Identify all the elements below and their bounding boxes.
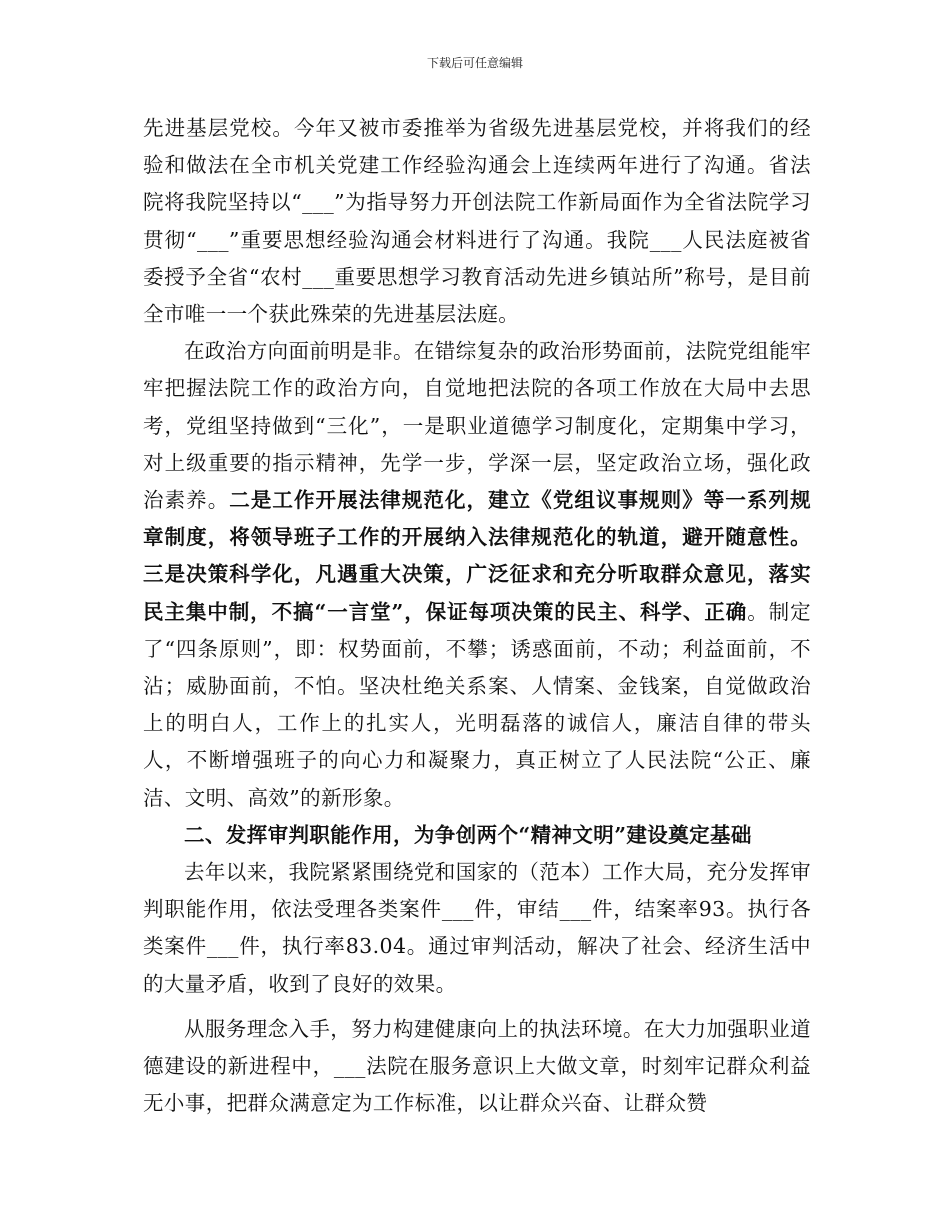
section-heading: 二、发挥审判职能作用，为争创两个“精神文明”建设奠定基础	[184, 822, 752, 847]
paragraph-2-text-c: 。制定了“四条原则”，即：权势面前，不攀；诱惑面前，不动；利益面前，不沾；威胁面前，不怕。坚决杜绝关系案、人情案、金钱案，自觉做政治上的明白人，工作上的扎实人，光明磊落的诚信人，廉洁自律的带头人，不断增强班子的向心力和凝聚力，真正树立了人民法院“公正、廉洁、文明、高效”的新形象。	[143, 599, 812, 810]
document-body	[143, 110, 811, 1122]
paragraph-spacer	[143, 1003, 811, 1011]
paragraph-2-text-a: 在政治方向面前明是非。在错综复杂的政治形势面前，法院党组能牢牢把握法院工作的政治方向，自觉地把法院的各项工作放在大局中去思考，党组坚持做到“三化”，一是职业道德学习制度化，定期集中学习，对上级重要的指示精神，先学一步，学深一层，坚定政治立场，强化政治素养。	[143, 339, 811, 513]
paragraph-4: 从服务理念入手，努力构建健康向上的执法环境。在大力加强职业道德建设的新进程中，___法院在服务意识上大做文章，时刻牢记群众利益无小事，把群众满意定为工作标准，以让群众兴奋、让群众赞	[143, 1016, 811, 1116]
paragraph-3: 去年以来，我院紧紧围绕党和国家的（范本）工作大局，充分发挥审判职能作用，依法受理各类案件___件，审结___件，结案率93。执行各类案件___件，执行率83.04。通过审判活动，解决了社会、经济生活中的大量矛盾，收到了良好的效果。	[143, 860, 811, 996]
page-header: 下载后可任意编辑	[426, 56, 523, 70]
paragraph-2	[143, 333, 811, 817]
paragraph-1: 先进基层党校。今年又被市委推举为省级先进基层党校，并将我们的经验和做法在全市机关党建工作经验沟通会上连续两年进行了沟通。省法院将我院坚持以“___”为指导努力开创法院工作新局面作为全省法院学习贯彻“___”重要思想经验沟通会材料进行了沟通。我院___人民法庭被省委授予全省“农村___重要思想学习教育活动先进乡镇站所”称号，是目前全市唯一一个获此殊荣的先进基层法庭。	[143, 116, 811, 327]
paragraph-2-bold-text: 二是工作开展法律规范化，建立《党组议事规则》等一系列规章制度，将领导班子工作的开展纳入法律规范化的轨道，避开随意性。三是决策科学化，凡遇重大决策，广泛征求和充分听取群众意见，落实民主集中制，不搞“一言堂”，保证每项决策的民主、科学、正确	[143, 488, 811, 624]
